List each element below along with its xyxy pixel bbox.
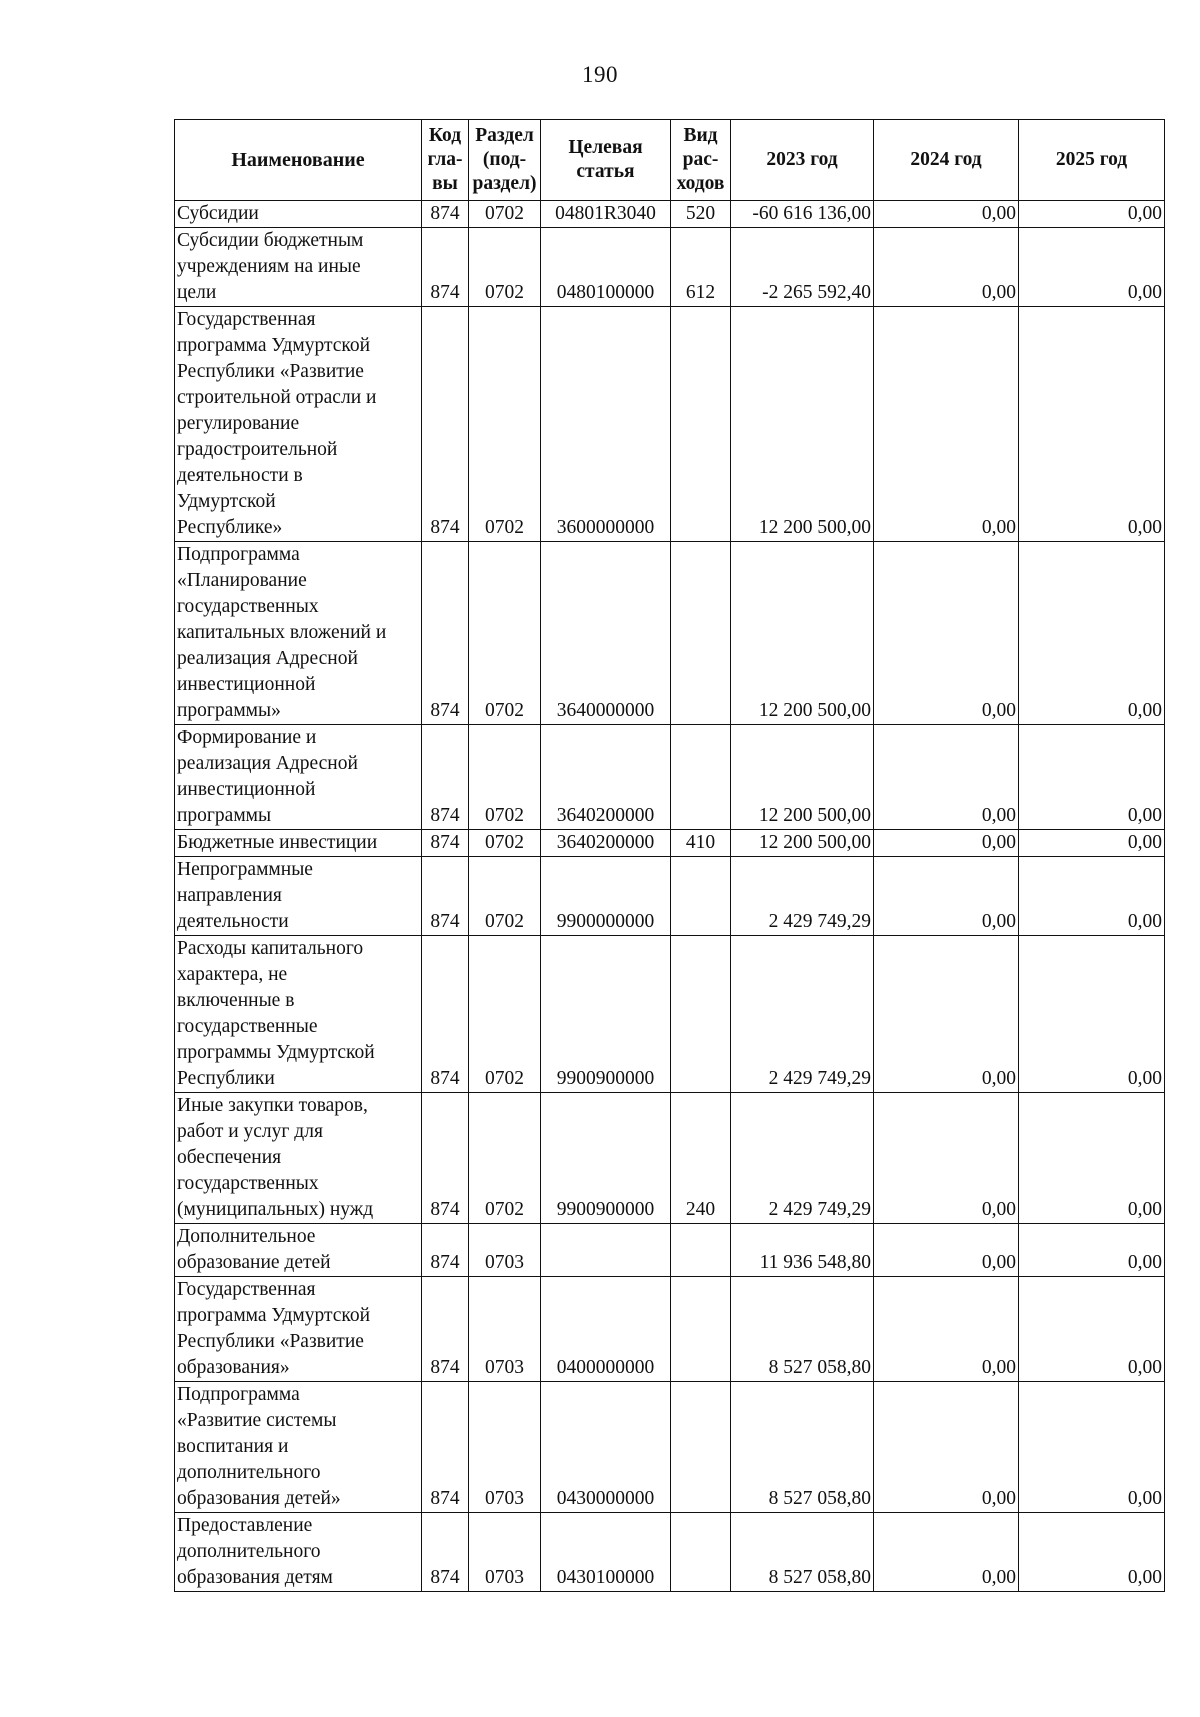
table-row [175,830,1165,857]
budget-table [174,119,1165,1592]
header-target-line: статья [576,161,635,182]
table-row [175,201,1165,228]
row-name-line: обеспечения [177,1147,282,1168]
row-kind [671,1224,731,1277]
row-kind [671,936,731,1093]
row-value-2024: 0,00 [874,1224,1019,1277]
page-number: 190 [582,62,618,87]
row-value-2025: 0,00 [1019,936,1165,1093]
row-kind [671,1513,731,1592]
row-section: 0702 [469,228,541,307]
row-value-2023: 12 200 500,00 [731,307,874,542]
row-name-line: образования» [177,1357,290,1378]
row-value-2023: 8 527 058,80 [731,1277,874,1382]
table-row [175,307,1165,542]
row-name-line: реализация Адресной [177,753,358,774]
row-name-line: образования детям [177,1567,333,1588]
row-kind [671,307,731,542]
row-kind [671,725,731,830]
row-name-line: государственных [177,1173,319,1194]
row-name [175,857,422,936]
header-kind-line: Вид [683,125,718,146]
row-value-2023: 12 200 500,00 [731,830,874,857]
row-name-line: Подпрограмма [177,1384,300,1405]
row-code: 874 [422,830,469,857]
table-row [175,1382,1165,1513]
row-value-2024: 0,00 [874,1382,1019,1513]
row-section: 0702 [469,830,541,857]
row-name [175,228,422,307]
row-name-line: Дополнительное [177,1226,316,1247]
header-target [541,120,671,201]
row-name-line: государственных [177,596,319,617]
header-section-line: раздел) [472,173,537,194]
row-value-2023: 2 429 749,29 [731,936,874,1093]
row-name-line: Субсидии [177,203,259,224]
row-name-line: Расходы капитального [177,938,364,959]
row-value-2024: 0,00 [874,936,1019,1093]
row-kind: 410 [671,830,731,857]
row-name-line: строительной отрасли и [177,387,377,408]
row-name-line: инвестиционной [177,779,316,800]
row-target: 3600000000 [541,307,671,542]
row-name-line: характера, не [177,964,288,985]
table-row [175,542,1165,725]
row-code: 874 [422,228,469,307]
table-row [175,1513,1165,1592]
header-kind-line: рас- [682,149,719,170]
row-value-2023: 12 200 500,00 [731,725,874,830]
row-name-line: Субсидии бюджетным [177,230,364,251]
row-name-line: реализация Адресной [177,648,358,669]
row-section: 0702 [469,542,541,725]
row-value-2025: 0,00 [1019,830,1165,857]
row-name-line: образования детей» [177,1488,341,1509]
row-name [175,1277,422,1382]
row-value-2024: 0,00 [874,542,1019,725]
row-value-2025: 0,00 [1019,1513,1165,1592]
row-name-line: Бюджетные инвестиции [177,832,378,853]
row-name-line: Предоставление [177,1515,313,1536]
row-section: 0702 [469,201,541,228]
row-code: 874 [422,725,469,830]
row-target [541,1224,671,1277]
row-section: 0703 [469,1513,541,1592]
row-name-line: Республики [177,1068,275,1089]
row-name-line: Иные закупки товаров, [177,1095,368,1116]
row-name [175,1513,422,1592]
row-name-line: Подпрограмма [177,544,300,565]
table-row [175,725,1165,830]
row-kind [671,542,731,725]
row-name [175,725,422,830]
row-value-2025: 0,00 [1019,1093,1165,1224]
header-code [422,120,469,201]
row-value-2024: 0,00 [874,1513,1019,1592]
row-name-line: регулирование [177,413,300,434]
row-code: 874 [422,1513,469,1592]
row-kind: 520 [671,201,731,228]
header-code-line: Код [428,125,462,146]
row-name-line: дополнительного [177,1541,321,1562]
header-year-2025: 2025 год [1019,120,1165,201]
row-name-line: Республике» [177,517,283,538]
row-code: 874 [422,857,469,936]
row-kind: 612 [671,228,731,307]
row-value-2025: 0,00 [1019,1224,1165,1277]
table-row [175,1093,1165,1224]
row-value-2023: 8 527 058,80 [731,1513,874,1592]
row-kind: 240 [671,1093,731,1224]
row-name [175,201,422,228]
table-row [175,1277,1165,1382]
row-code: 874 [422,936,469,1093]
row-target: 0480100000 [541,228,671,307]
row-name-line: (муниципальных) нужд [177,1199,374,1220]
row-name-line: программы» [177,700,281,721]
table-row [175,228,1165,307]
header-target-line: Целевая [568,137,643,158]
row-code: 874 [422,542,469,725]
row-code: 874 [422,1093,469,1224]
row-target: 0400000000 [541,1277,671,1382]
row-value-2025: 0,00 [1019,1277,1165,1382]
row-value-2025: 0,00 [1019,307,1165,542]
row-name [175,1093,422,1224]
row-value-2023: -2 265 592,40 [731,228,874,307]
row-value-2024: 0,00 [874,1093,1019,1224]
row-name [175,307,422,542]
row-name-line: образование детей [177,1252,331,1273]
row-code: 874 [422,201,469,228]
row-target: 0430100000 [541,1513,671,1592]
row-value-2025: 0,00 [1019,542,1165,725]
row-name [175,936,422,1093]
row-kind [671,1382,731,1513]
row-target: 9900000000 [541,857,671,936]
header-year-2023: 2023 год [731,120,874,201]
header-section-line: (под- [482,149,527,170]
row-name-line: работ и услуг для [177,1121,323,1142]
row-value-2023: 2 429 749,29 [731,1093,874,1224]
row-name-line: программа Удмуртской [177,335,371,356]
table-header-row [175,120,1165,201]
row-name-line: включенные в [177,990,295,1011]
row-code: 874 [422,1224,469,1277]
row-code: 874 [422,1277,469,1382]
row-section: 0702 [469,857,541,936]
row-name [175,542,422,725]
table-body [175,201,1165,1592]
row-section: 0702 [469,1093,541,1224]
row-name-line: программа Удмуртской [177,1305,371,1326]
row-name-line: направления [177,885,282,906]
row-name-line: дополнительного [177,1462,321,1483]
row-value-2024: 0,00 [874,307,1019,542]
row-value-2023: 12 200 500,00 [731,542,874,725]
row-target: 0430000000 [541,1382,671,1513]
row-value-2023: -60 616 136,00 [731,201,874,228]
table-row [175,1224,1165,1277]
row-name-line: «Развитие системы [177,1410,337,1431]
row-kind [671,1277,731,1382]
row-value-2024: 0,00 [874,228,1019,307]
header-year-2024: 2024 год [874,120,1019,201]
row-value-2024: 0,00 [874,1277,1019,1382]
row-name-line: программы [177,805,272,826]
row-name-line: Формирование и [177,727,317,748]
row-section: 0703 [469,1224,541,1277]
row-name-line: инвестиционной [177,674,316,695]
row-name-line: капитальных вложений и [177,622,387,643]
row-name-line: воспитания и [177,1436,289,1457]
table-row [175,936,1165,1093]
row-name-line: учреждениям на иные [177,256,361,277]
row-name-line: Непрограммные [177,859,313,880]
row-value-2025: 0,00 [1019,228,1165,307]
row-value-2025: 0,00 [1019,857,1165,936]
header-section [469,120,541,201]
header-section-line: Раздел [475,125,534,146]
row-value-2023: 8 527 058,80 [731,1382,874,1513]
table-row [175,857,1165,936]
row-name-line: Удмуртской [177,491,276,512]
row-code: 874 [422,1382,469,1513]
row-name-line: Государственная [177,309,316,330]
row-value-2023: 2 429 749,29 [731,857,874,936]
row-name-line: Республики «Развитие [177,361,364,382]
header-kind-line: ходов [676,173,725,194]
row-code: 874 [422,307,469,542]
row-value-2024: 0,00 [874,830,1019,857]
row-kind [671,857,731,936]
row-value-2024: 0,00 [874,857,1019,936]
row-section: 0703 [469,1382,541,1513]
header-kind [671,120,731,201]
header-code-line: вы [432,173,458,194]
row-target: 3640200000 [541,725,671,830]
row-section: 0702 [469,936,541,1093]
row-name-line: деятельности в [177,465,303,486]
row-target: 3640000000 [541,542,671,725]
row-value-2025: 0,00 [1019,201,1165,228]
row-name-line: программы Удмуртской [177,1042,375,1063]
header-name: Наименование [175,120,422,201]
row-section: 0702 [469,307,541,542]
row-target: 04801R3040 [541,201,671,228]
row-section: 0703 [469,1277,541,1382]
row-name [175,830,422,857]
row-name-line: градостроительной [177,439,338,460]
row-name-line: государственные [177,1016,318,1037]
row-name-line: деятельности [177,911,289,932]
row-value-2024: 0,00 [874,201,1019,228]
row-value-2025: 0,00 [1019,1382,1165,1513]
row-name-line: цели [177,282,217,303]
row-name-line: «Планирование [177,570,307,591]
row-name [175,1382,422,1513]
row-name-line: Государственная [177,1279,316,1300]
header-code-line: гла- [427,149,463,170]
row-name-line: Республики «Развитие [177,1331,364,1352]
row-value-2023: 11 936 548,80 [731,1224,874,1277]
row-name [175,1224,422,1277]
row-value-2025: 0,00 [1019,725,1165,830]
row-target: 3640200000 [541,830,671,857]
row-target: 9900900000 [541,1093,671,1224]
row-target: 9900900000 [541,936,671,1093]
row-section: 0702 [469,725,541,830]
row-value-2024: 0,00 [874,725,1019,830]
